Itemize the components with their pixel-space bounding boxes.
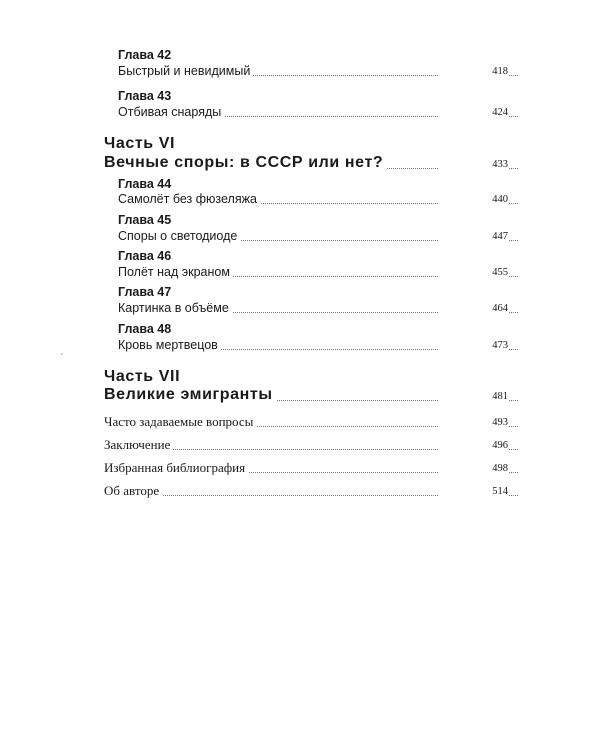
conclusion-title: Заключение [104,437,173,453]
chapter-45-page: 447 [438,230,508,244]
toc-entry-bibliography[interactable] [0,460,600,476]
toc-entry-chapter-42[interactable] [0,63,600,79]
toc-entry-chapter-48[interactable] [0,337,600,353]
chapter-46-title: Полёт над экраном [118,264,233,280]
chapter-48-page: 473 [438,339,508,353]
part-6-heading: Часть VI [104,135,176,152]
chapter-48-heading: Глава 48 [118,322,172,336]
faq-page: 493 [438,416,508,430]
chapter-43-page: 424 [438,106,508,120]
chapter-43-title: Отбивая снаряды [118,104,224,120]
about-author-title: Об авторе [104,483,162,499]
bibliography-page: 498 [438,462,508,476]
chapter-44-page: 440 [438,193,508,207]
chapter-46-heading: Глава 46 [118,249,172,263]
part-7-page: 481 [438,390,508,404]
toc-entry-part-6[interactable] [0,153,600,172]
chapter-48-title: Кровь мертвецов [118,337,221,353]
toc-entry-chapter-45[interactable] [0,228,600,244]
chapter-42-page: 418 [438,65,508,79]
toc-entry-chapter-46[interactable] [0,264,600,280]
scan-speck [61,353,63,355]
part-7-title: Великие эмигранты [104,385,276,404]
bibliography-title: Избранная библиография [104,460,248,476]
chapter-42-title: Быстрый и невидимый [118,63,253,79]
toc-entry-part-7[interactable] [0,385,600,404]
chapter-45-title: Споры о светодиоде [118,228,240,244]
faq-title: Часто задаваемые вопросы [104,414,256,430]
chapter-46-page: 455 [438,266,508,280]
chapter-44-title: Самолёт без фюзеляжа [118,191,260,207]
conclusion-page: 496 [438,439,508,453]
part-7-heading: Часть VII [104,368,181,385]
toc-entry-about-author[interactable] [0,483,600,499]
toc-entry-chapter-43[interactable] [0,104,600,120]
part-6-page: 433 [438,158,508,172]
chapter-44-heading: Глава 44 [118,177,172,191]
chapter-43-heading: Глава 43 [118,89,172,103]
toc-entry-conclusion[interactable] [0,437,600,453]
toc-entry-faq[interactable] [0,414,600,430]
part-6-title: Вечные споры: в СССР или нет? [104,153,386,172]
chapter-47-heading: Глава 47 [118,285,172,299]
chapter-47-page: 464 [438,302,508,316]
chapter-45-heading: Глава 45 [118,213,172,227]
chapter-42-heading: Глава 42 [118,48,172,62]
toc-entry-chapter-47[interactable] [0,300,600,316]
about-author-page: 514 [438,485,508,499]
toc-entry-chapter-44[interactable] [0,191,600,207]
chapter-47-title: Картинка в объёме [118,300,232,316]
